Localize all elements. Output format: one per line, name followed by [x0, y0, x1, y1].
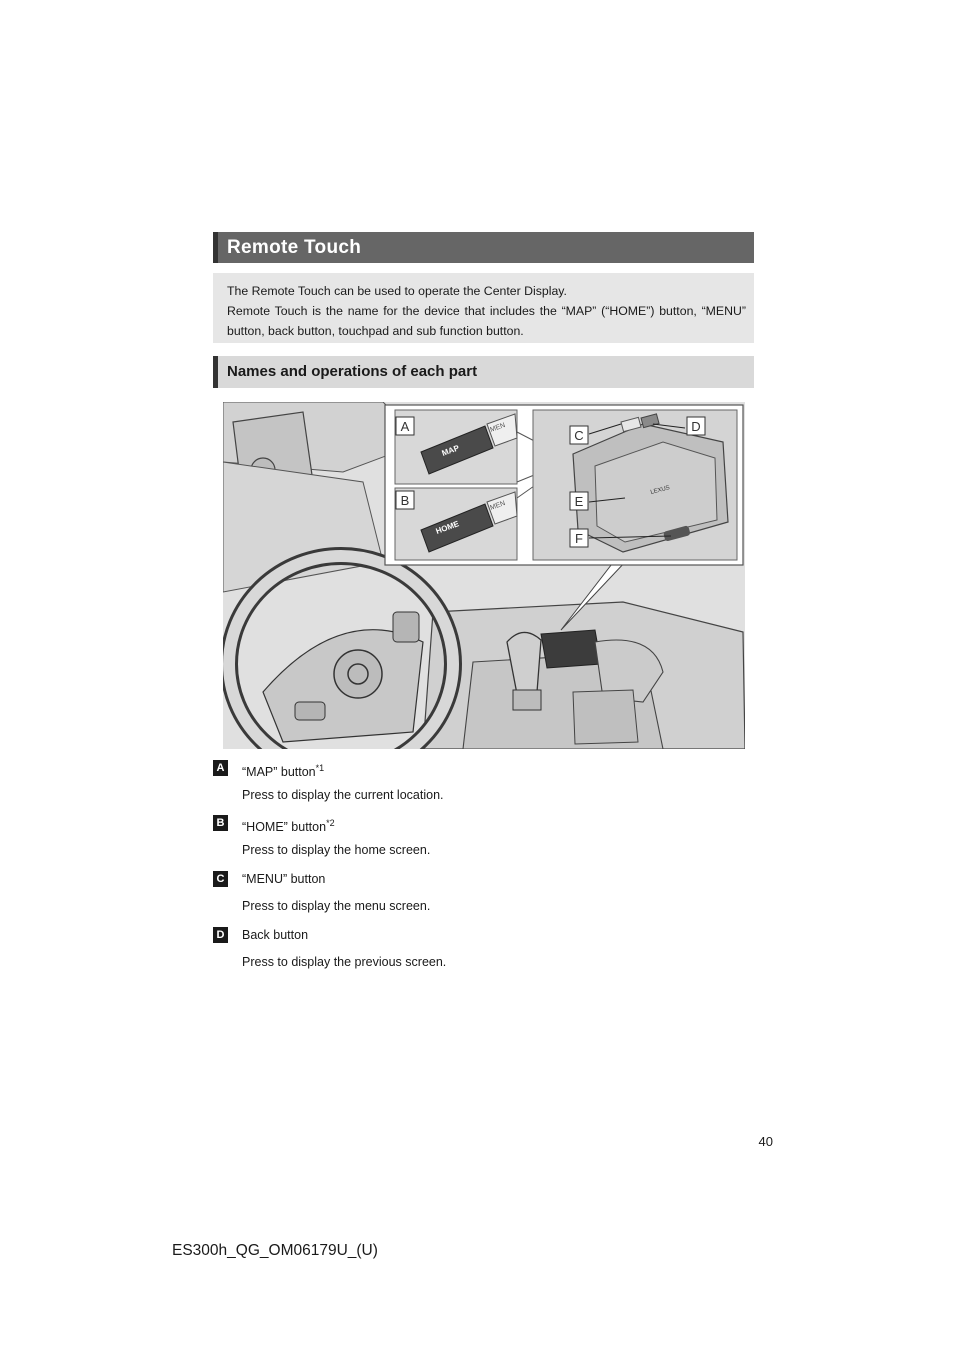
item-title-d: Back button: [242, 928, 309, 942]
callout-b: [396, 491, 414, 509]
note-marker-a: *1: [315, 763, 325, 773]
svg-text:E: E: [574, 494, 584, 509]
intro-box: [213, 273, 754, 343]
subsection-title: Names and operations of each part: [213, 356, 754, 388]
callout-c: [570, 426, 588, 444]
badge-b: B: [213, 815, 228, 831]
svg-text:F: F: [575, 531, 583, 546]
brand-label: LEXUS: [649, 485, 671, 496]
svg-text:D: D: [691, 419, 701, 434]
item-desc-b: Press to display the home screen.: [242, 843, 431, 857]
footer-code: ES300h_QG_OM06179U_(U): [172, 1242, 378, 1259]
item-desc-a: Press to display the current location.: [242, 788, 444, 802]
intro-line-1: The Remote Touch can be used to operate the Center Display.: [227, 284, 567, 298]
callout-e: [570, 492, 588, 510]
menu-label-top: MEN: [489, 421, 507, 434]
callout-d: [687, 417, 705, 435]
badge-d: D: [213, 927, 228, 943]
item-desc-c: Press to display the menu screen.: [242, 899, 431, 913]
menu-label-bottom: MEN: [489, 499, 507, 512]
callout-a: [396, 417, 414, 435]
remote-touch-illustration: [223, 402, 745, 749]
badge-a: A: [213, 760, 228, 776]
page-number: 40: [758, 1134, 773, 1149]
note-marker-b: *2: [326, 818, 335, 828]
callout-f: [570, 529, 588, 547]
intro-line-2: Remote Touch is the name for the device that includes the “MAP” (“HOME”) button, “MENU” button, back button, touchpad and sub function button.: [227, 304, 746, 338]
illustration-svg: [223, 402, 745, 749]
svg-text:C: C: [574, 428, 584, 443]
section-title: Remote Touch: [213, 232, 754, 263]
svg-text:A: A: [400, 419, 410, 434]
item-desc-d: Press to display the previous screen.: [242, 955, 447, 969]
item-title-c: “MENU” button: [242, 872, 326, 886]
home-button-label: HOME: [434, 519, 461, 536]
item-title-b: “HOME” button$^{*2}$: [242, 818, 335, 834]
map-button-label: MAP: [440, 443, 461, 458]
item-title-a: “MAP” button$^{*1}$: [242, 763, 325, 779]
badge-c: C: [213, 871, 228, 887]
svg-text:B: B: [400, 493, 410, 508]
